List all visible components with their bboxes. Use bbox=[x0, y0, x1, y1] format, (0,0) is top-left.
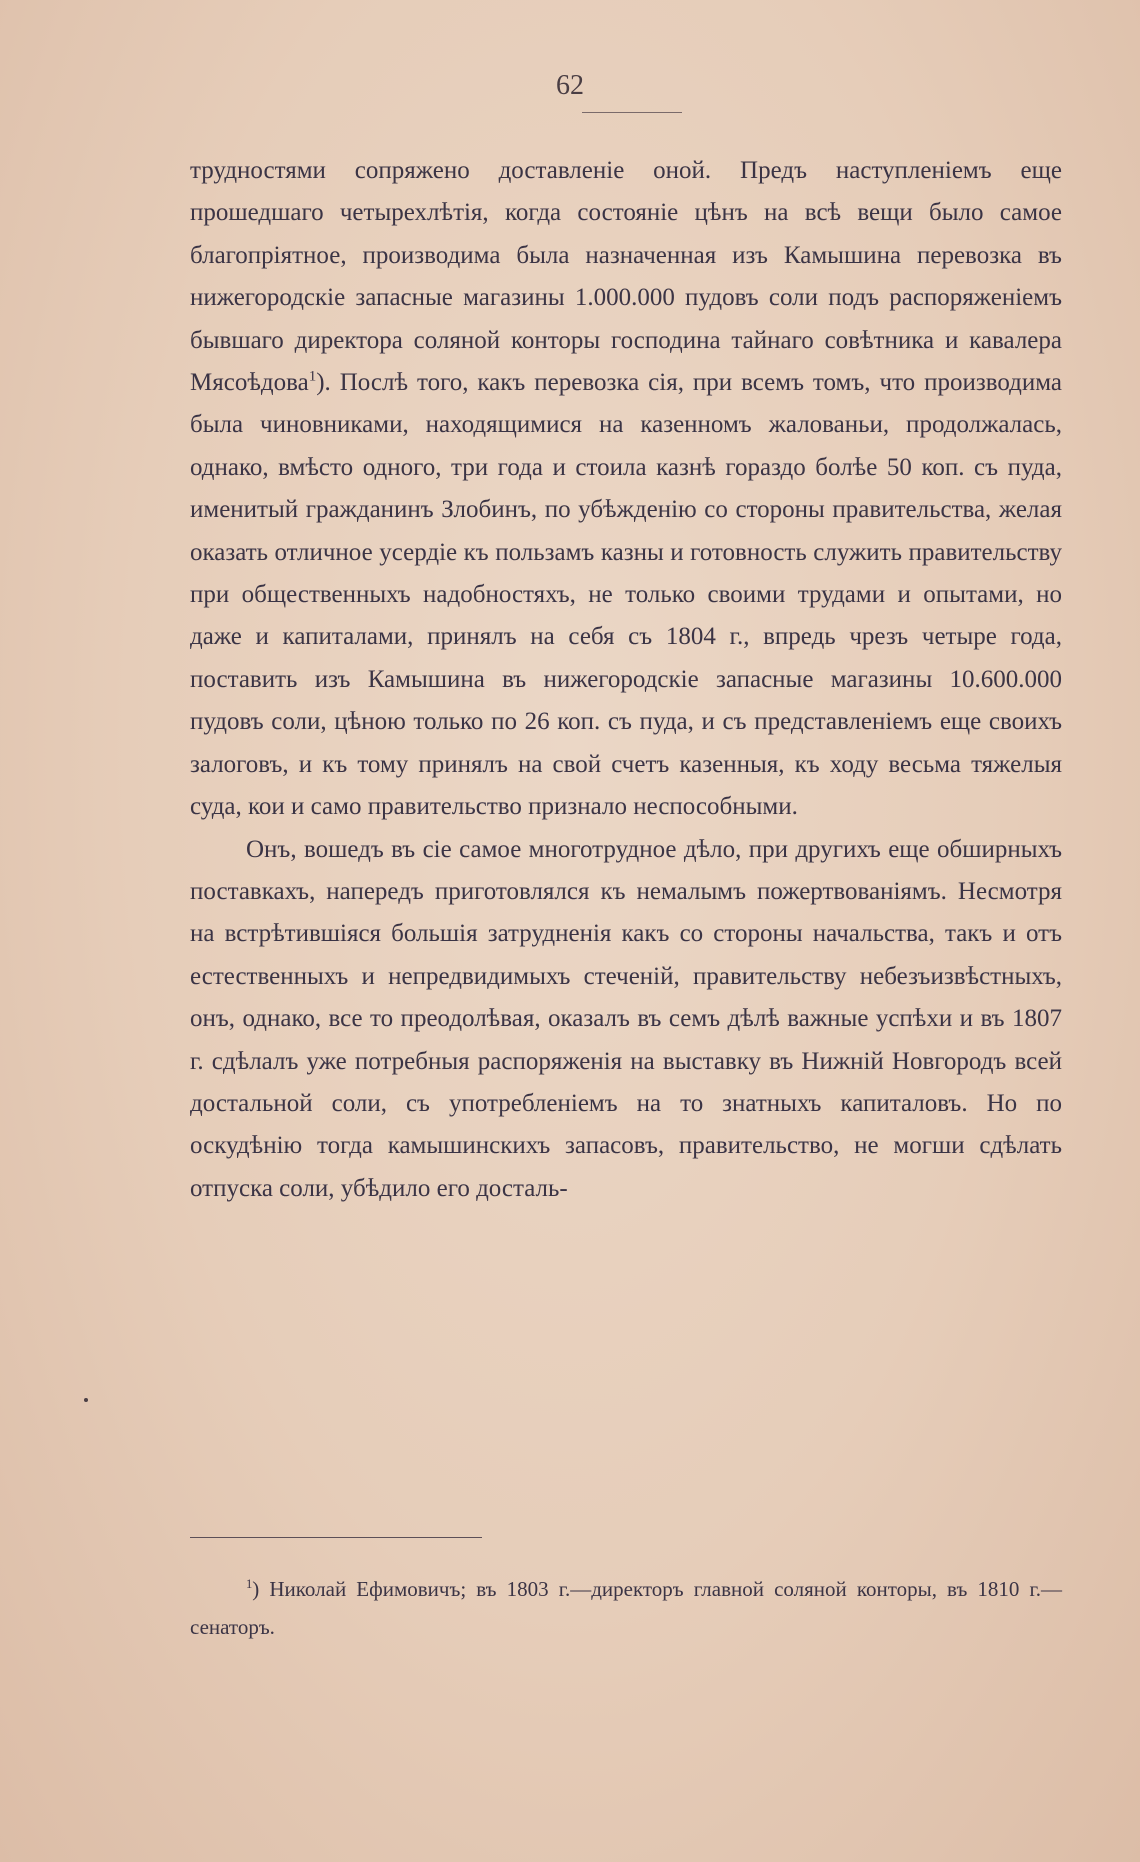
paragraph-1 bbox=[190, 150, 1062, 829]
page-number: 62 bbox=[556, 70, 584, 101]
main-text bbox=[190, 150, 1062, 1210]
footnote-text: ) Николай Ефимовичъ; въ 1803 г.—директоръ главной соляной конторы, въ 1810 г.—сенаторъ. bbox=[190, 1577, 1062, 1639]
footnote bbox=[190, 1570, 1062, 1646]
paragraph-1-continuation: ). Послѣ того, какъ перевозка сія, при всемъ томъ, что производима была чиновниками, находящимися на казенномъ жалованьи, продолжалась, однако, вмѣсто одного, три года и стоила казнѣ гораздо болѣе 50 коп. съ пуда, именитый гражданинъ Злобинъ, по убѣжденію со стороны правительства, желая оказать отличное усердіе къ пользамъ казны и готовность служить правительству при общественныхъ надобностяхъ, не только своими трудами и опытами, но даже и капиталами, принялъ на себя съ 1804 г., впредь чрезъ четыре года, поставить изъ Камышина въ нижегородскіе запасные магазины 10.600.000 пудовъ соли, цѣною только по 26 коп. съ пуда, и съ представленіемъ еще своихъ залоговъ, и къ тому принялъ на свой счетъ казенныя, къ ходу весьма тяжелыя суда, кои и само правительство признало неспособными. bbox=[190, 369, 1062, 821]
footnote-reference: 1 bbox=[308, 368, 317, 385]
header-rule bbox=[582, 112, 682, 113]
paper-speck bbox=[84, 1398, 88, 1402]
footnote-marker: 1 bbox=[246, 1577, 253, 1591]
footnote-rule bbox=[190, 1537, 482, 1538]
paragraph-1-text: трудностями сопряжено доставленіе оной. Предъ наступленіемъ еще прошедшаго четырехлѣтія, когда состояніе цѣнъ на всѣ вещи было самое благопріятное, производима была назначенная изъ Камышина перевозка въ нижегородскіе запасные магазины 1.000.000 пудовъ соли подъ распоряженіемъ бывшаго директора соляной конторы господина тайнаго совѣтника и кавалера Мясоѣдова bbox=[190, 157, 1062, 397]
paragraph-2: Онъ, вошедъ въ сіе самое многотрудное дѣло, при другихъ еще обширныхъ поставкахъ, напередъ приготовлялся къ немалымъ пожертвованіямъ. Несмотря на встрѣтившіяся большія затрудненія какъ со стороны начальства, такъ и отъ естественныхъ и непредвидимыхъ стеченій, правительству небезъизвѣстныхъ, онъ, однако, все то преодолѣвая, оказалъ въ семъ дѣлѣ важные успѣхи и въ 1807 г. сдѣлалъ уже потребныя распоряженія на выставку въ Нижній Новгородъ всей достальной соли, съ употребленіемъ на то знатныхъ капиталовъ. Но по оскудѣнію тогда камышинскихъ запасовъ, правительство, не могши сдѣлать отпуска соли, убѣдило его досталь- bbox=[190, 835, 1062, 1202]
